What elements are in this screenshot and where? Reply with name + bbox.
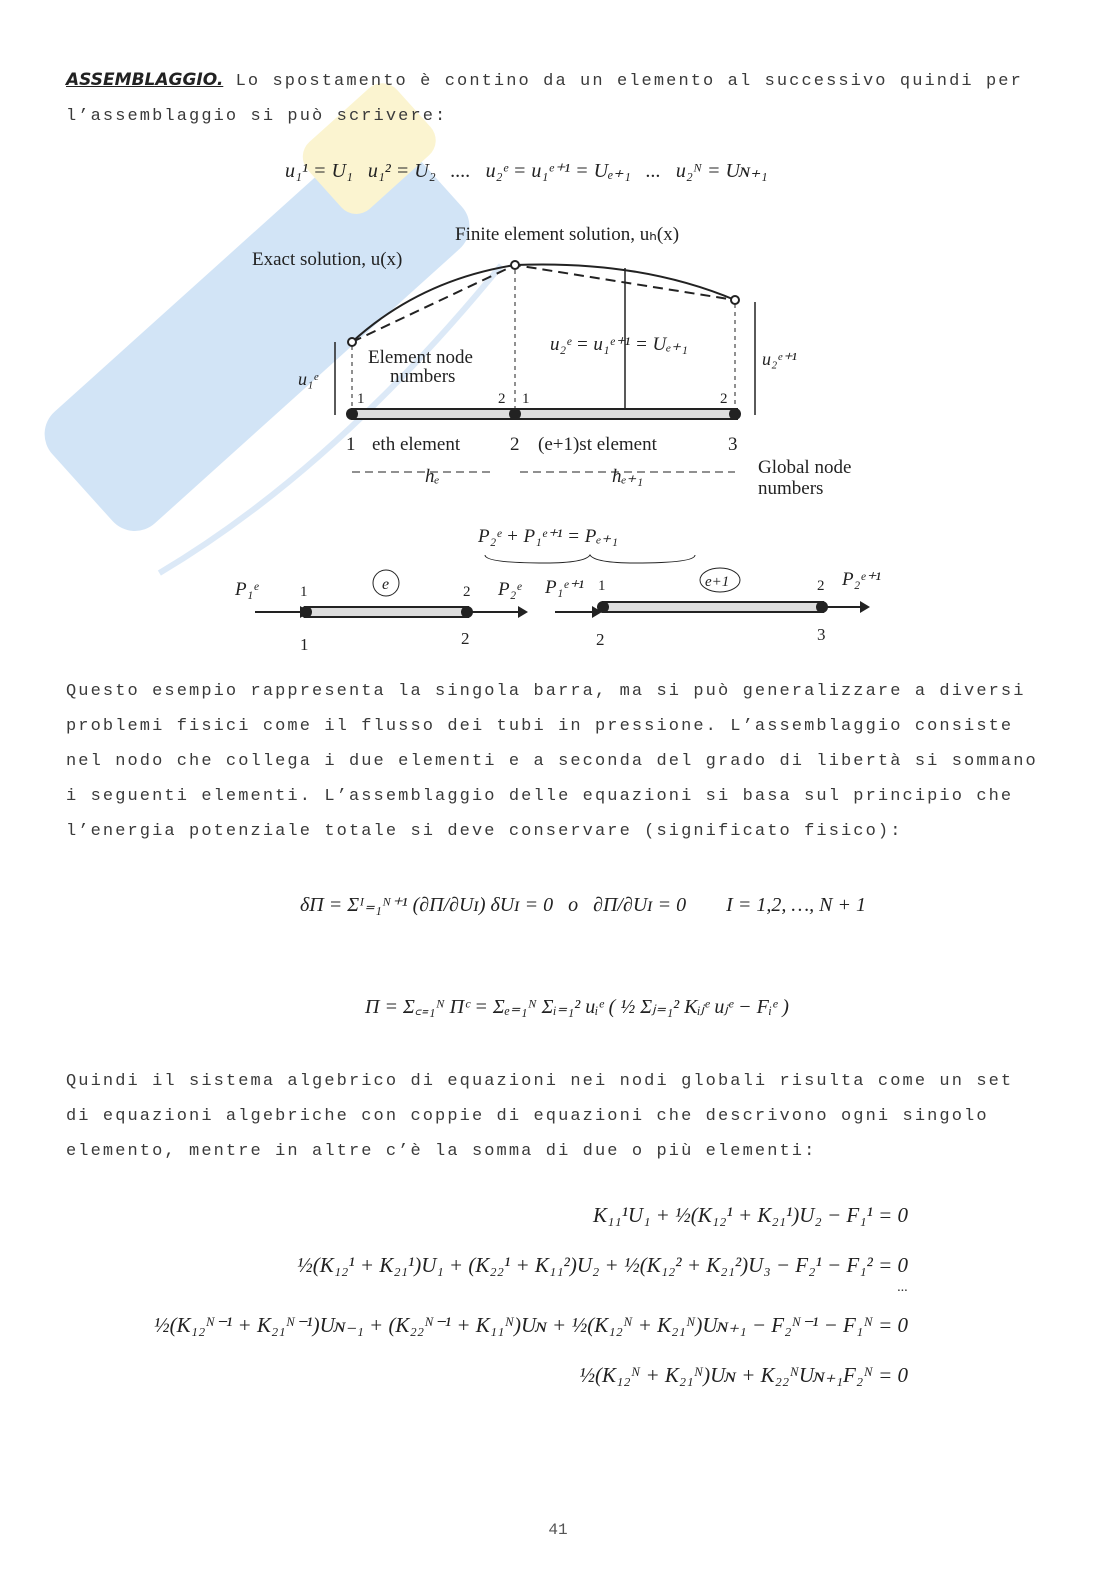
section-heading: ASSEMBLAGGIO. xyxy=(66,70,224,90)
fe-solution-line xyxy=(352,265,735,342)
system-equation: K₁₁¹U₁ + ½(K₁₂¹ + K₂₁¹)U₂ − F₁¹ = 0 xyxy=(593,1203,908,1227)
system-equation: ½(K₁₂ᴺ + K₂₁ᴺ)Uɴ + K₂₂ᴺUɴ₊₁F₂ᴺ = 0 xyxy=(579,1363,908,1387)
intro-text: Lo spostamento è contino da un elemento al successivo quindi per xyxy=(223,72,1023,91)
u-left-label: u₁ᵉ xyxy=(298,369,318,389)
text-line: Questo esempio rappresenta la singola barra, ma si può generalizzare a diversi xyxy=(66,682,1026,701)
exact-solution-label: Exact solution, u(x) xyxy=(252,249,403,270)
p2e1-label: P₂ᵉ⁺¹ xyxy=(842,569,881,590)
page-number: 41 xyxy=(548,1521,568,1539)
svg-text:1: 1 xyxy=(598,578,606,594)
global-node-3: 3 xyxy=(728,434,738,455)
system-equation: ½(K₁₂ᴺ⁻¹ + K₂₁ᴺ⁻¹)Uɴ₋₁ + (K₂₂ᴺ⁻¹ + K₁₁ᴺ)Uɴ + ½(K₁₂ᴺ + K₂₁ᴺ)Uɴ₊₁ − F₂ᴺ⁻¹ − F₁ᴺ = 0 xyxy=(153,1313,908,1337)
system-ellipsis: ... xyxy=(897,1280,908,1295)
p1e1-label: P₁ᵉ⁺¹ xyxy=(545,577,584,598)
exact-solution-curve xyxy=(352,264,735,342)
fe-solution-label: Finite element solution, uₕ(x) xyxy=(455,224,680,245)
element-e-label: e xyxy=(382,576,390,593)
svg-text:2: 2 xyxy=(461,629,470,648)
bar xyxy=(352,409,737,419)
continuity-equation: u₁¹ = U₁ u₁² = U₂ .... u₂ᵉ = u₁ᵉ⁺¹ = Uₑ₊₁ ... u₂ᴺ = Uɴ₊₁ xyxy=(285,160,768,182)
h-e1-label: hₑ₊₁ xyxy=(612,466,644,487)
global-node-label: Global node xyxy=(758,457,852,478)
element-node-label: Element node xyxy=(368,347,473,368)
intro-line-2: l’assemblaggio si può scrivere: xyxy=(66,107,448,126)
svg-text:2: 2 xyxy=(498,391,506,407)
element-e1-label: e+1 xyxy=(705,574,730,590)
u-mid-label: u₂ᵉ = u₁ᵉ⁺¹ = Uₑ₊₁ xyxy=(550,334,688,355)
u-right-label: u₂ᵉ⁺¹ xyxy=(762,349,797,369)
text-line: nel nodo che collega i due elementi e a seconda del grado di libertà si sommano xyxy=(66,752,1038,771)
intro-line-1 xyxy=(66,70,1023,91)
svg-text:2: 2 xyxy=(463,584,471,600)
text-line: elemento, mentre in altre c’è la somma di due o più elementi: xyxy=(66,1142,817,1161)
svg-text:1: 1 xyxy=(300,635,309,654)
text-line: l’energia potenziale totale si deve conservare (significato fisico): xyxy=(66,822,903,841)
global-node-label-2: numbers xyxy=(758,478,824,499)
global-node-1: 1 xyxy=(346,434,356,455)
system-equation: ½(K₁₂¹ + K₂₁¹)U₁ + (K₂₂¹ + K₁₁²)U₂ + ½(K₁₂² + K₂₁²)U₃ − F₂¹ − F₁² = 0 xyxy=(297,1253,908,1277)
h-e-label: hₑ xyxy=(425,466,440,487)
text-line: i seguenti elementi. L’assemblaggio delle equazioni si basa sul principio che xyxy=(66,787,1014,806)
svg-text:1: 1 xyxy=(357,391,365,407)
variation-equation: δΠ = Σᴵ₌₁ᴺ⁺¹ (∂Π/∂Uɪ) δUɪ = 0 o ∂Π/∂Uɪ = 0 I = 1,2, …, N + 1 xyxy=(300,894,866,916)
svg-text:2: 2 xyxy=(817,578,825,594)
svg-text:2: 2 xyxy=(596,630,605,649)
p1e-label: P₁ᵉ xyxy=(235,579,259,600)
svg-text:1: 1 xyxy=(300,584,308,600)
text-line: di equazioni algebriche con coppie di equazioni che descrivono ogni singolo xyxy=(66,1107,989,1126)
element-node-label-2: numbers xyxy=(390,366,456,387)
svg-text:3: 3 xyxy=(817,625,826,644)
text-line: problemi fisici come il flusso dei tubi in pressione. L’assemblaggio consiste xyxy=(66,717,1014,736)
eth-element-label: eth element xyxy=(372,434,461,455)
global-node-2: 2 xyxy=(510,434,520,455)
p2e-label: P₂ᵉ xyxy=(498,579,522,600)
potential-equation: Π = Σ꜀₌₁ᴺ Πᶜ = Σₑ₌₁ᴺ Σᵢ₌₁² uᵢᵉ ( ½ Σⱼ₌₁² Kᵢⱼᵉ uⱼᵉ − Fᵢᵉ ) xyxy=(365,996,789,1018)
text-line: Quindi il sistema algebrico di equazioni nei nodi globali risulta come un set xyxy=(66,1072,1014,1091)
p-sum-label: P₂ᵉ + P₁ᵉ⁺¹ = Pₑ₊₁ xyxy=(478,526,618,547)
svg-text:2: 2 xyxy=(720,391,728,407)
e1-element-label: (e+1)st element xyxy=(538,434,657,455)
svg-text:1: 1 xyxy=(522,391,530,407)
assembly-figure xyxy=(220,210,920,660)
